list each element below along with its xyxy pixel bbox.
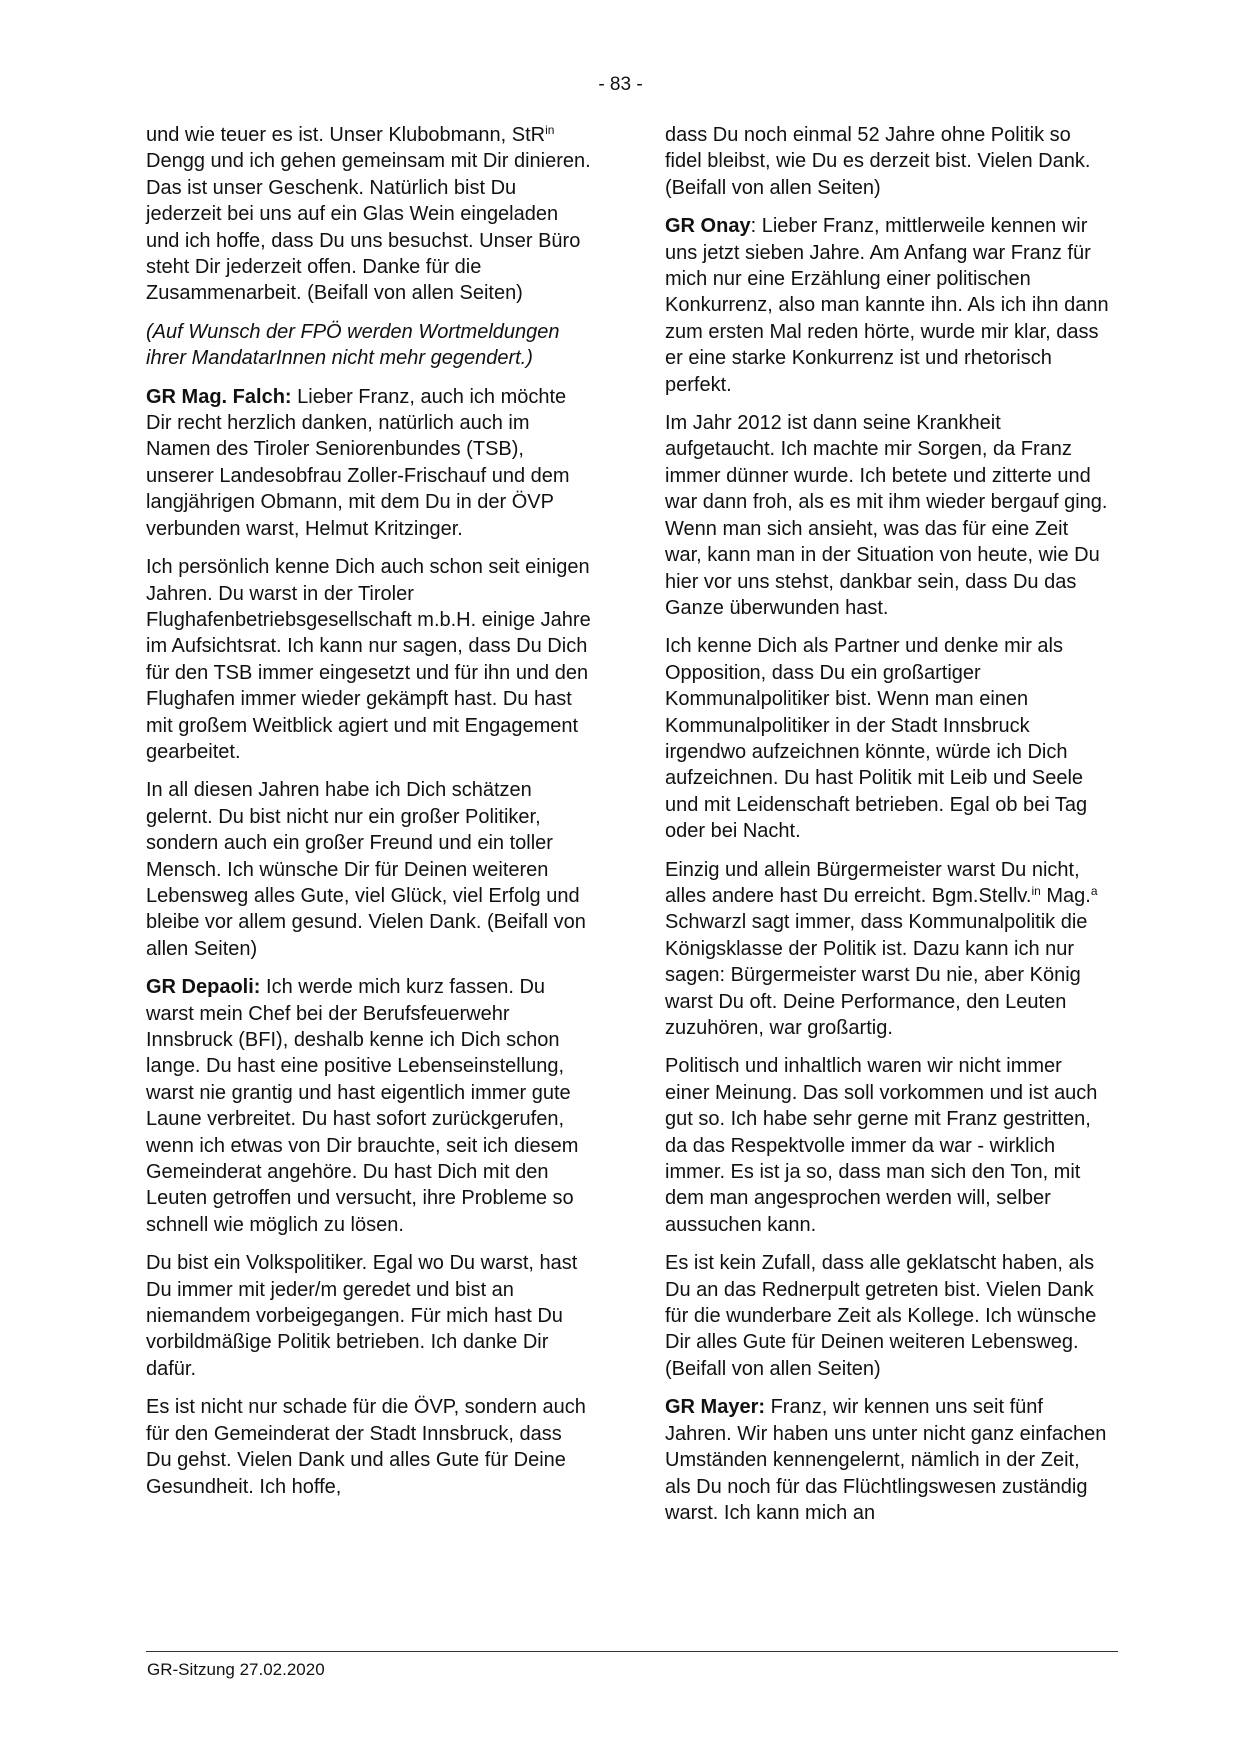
paragraph: Ich kenne Dich als Partner und denke mir als Opposition, dass Du ein großartiger Kommunalpolitiker bist. Wenn man einen Kommunalpolitiker in der Stadt Innsbruck irgendwo aufzeichnen könnte, würde ich Dich aufzeichnen. Du hast Politik mit Leib und Seele und mit Leidenschaft betrieben. Egal ob bei Tag oder bei Nacht. bbox=[665, 635, 1088, 843]
text-run: Ich werde mich kurz fassen. Du warst mein Chef bei der Berufsfeuerwehr Innsbruck (BFI), deshalb kenne ich Dich schon lange. Du hast eine positive Lebenseinstellung, warst nie grantig und hast eigentlich immer gute Laune verbreitet. Du hast sofort zurückgerufen, wenn ich etwas von Dir brauchte, seit ich diesem Gemeinderat angehöre. Du hast Dich mit den Leuten getroffen und versucht, ihre Probleme so schnell wie möglich zu lösen. bbox=[146, 976, 579, 1236]
speaker-name: GR Mayer: bbox=[665, 1396, 766, 1419]
text-run: und wie teuer es ist. Unser Klubobmann, StR bbox=[146, 124, 546, 146]
superscript: in bbox=[1031, 883, 1041, 898]
footer-session-date: GR-Sitzung 27.02.2020 bbox=[147, 1660, 325, 1679]
speaker-name: GR Onay bbox=[665, 215, 751, 238]
page-number: - 83 - bbox=[598, 74, 643, 95]
footer-divider bbox=[146, 1651, 1118, 1652]
speech-paragraph bbox=[146, 384, 591, 542]
paragraph: Es ist nicht nur schade für die ÖVP, sondern auch für den Gemeinderat der Stadt Innsbruck, dass Du gehst. Vielen Dank und alles Gute für Deine Gesundheit. Ich hoffe, bbox=[146, 1396, 586, 1498]
speaker-name: GR Mag. Falch: bbox=[146, 385, 292, 408]
text-run: Mag. bbox=[1040, 884, 1091, 907]
text-run: : Lieber Franz, mittlerweile kennen wir uns jetzt sieben Jahre. Am Anfang war Franz für mich nur eine Erzählung einer politischen Konkurrenz, also man kannte ihn. Als ich ihn dann zum ersten Mal reden hörte, wurde mir klar, dass er eine starke Konkurrenz ist und rhetorisch perfekt. bbox=[665, 215, 1109, 396]
right-column bbox=[665, 122, 1110, 1538]
paragraph bbox=[146, 122, 591, 307]
speaker-name: GR Depaoli: bbox=[146, 976, 261, 999]
paragraph: Im Jahr 2012 ist dann seine Krankheit aufgetaucht. Ich machte mir Sorgen, da Franz immer dünner wurde. Ich betete und zitterte und war dann froh, als es mit ihm wieder bergauf ging. Wenn man sich ansieht, was das für eine Zeit war, kann man in der Situation von heute, wie Du hier vor uns stehst, dankbar sein, dass Du das Ganze überwunden hast. bbox=[665, 412, 1108, 619]
text-run: Franz, wir kennen uns seit fünf Jahren. Wir haben uns unter nicht ganz einfachen Umständen kennengelernt, nämlich in der Zeit, als Du noch für das Flüchtlingswesen zuständig warst. Ich kann mich an bbox=[665, 1396, 1107, 1524]
text-run: Schwarzl sagt immer, dass Kommunalpolitik die Königsklasse der Politik ist. Dazu kann ich nur sagen: Bürgermeister warst Du nie, aber König warst Du oft. Deine Performance, den Leuten zuzuhören, war großartig. bbox=[665, 911, 1088, 1039]
paragraph: Du bist ein Volkspolitiker. Egal wo Du warst, hast Du immer mit jeder/m geredet und bist an niemandem vorbeigegangen. Für mich hast Du vorbildmäßige Politik betrieben. Ich danke Dir dafür. bbox=[146, 1252, 578, 1380]
editorial-note: (Auf Wunsch der FPÖ werden Wortmeldungen ihrer MandatarInnen nicht mehr gegendert.) bbox=[146, 320, 560, 370]
speech-paragraph bbox=[665, 1394, 1110, 1526]
paragraph: Politisch und inhaltlich waren wir nicht immer einer Meinung. Das soll vorkommen und ist auch gut so. Ich habe sehr gerne mit Franz gestritten, da das Respektvolle immer da war - wirklich immer. Es ist ja so, dass man sich den Ton, mit dem man angesprochen werden will, selber aussuchen kann. bbox=[665, 1055, 1098, 1236]
paragraph bbox=[665, 857, 1110, 1042]
paragraph: In all diesen Jahren habe ich Dich schätzen gelernt. Du bist nicht nur ein großer Politiker, sondern auch ein großer Freund und ein toller Mensch. Ich wünsche Dir für Deinen weiteren Lebensweg alles Gute, viel Glück, viel Erfolg und bleibe vor allem gesund. Vielen Dank. (Beifall von allen Seiten) bbox=[146, 779, 586, 960]
text-run: Lieber Franz, auch ich möchte Dir recht herzlich danken, natürlich auch im Namen des Tiroler Seniorenbundes (TSB), unserer Landesobfrau Zoller-Frischauf und dem langjährigen Obmann, mit dem Du in der ÖVP verbunden warst, Helmut Kritzinger. bbox=[146, 385, 570, 540]
paragraph: dass Du noch einmal 52 Jahre ohne Politik so fidel bleibst, wie Du es derzeit bist. Vielen Dank. (Beifall von allen Seiten) bbox=[665, 124, 1091, 199]
speech-paragraph bbox=[146, 974, 591, 1238]
text-run: Einzig und allein Bürgermeister warst Du nicht, alles andere hast Du erreicht. Bgm.Stellv. bbox=[665, 858, 1080, 907]
superscript: in bbox=[545, 123, 555, 137]
paragraph: Ich persönlich kenne Dich auch schon seit einigen Jahren. Du warst in der Tiroler Flughafenbetriebsgesellschaft m.b.H. einige Jahre im Aufsichtsrat. Ich kann nur sagen, dass Du Dich für den TSB immer eingesetzt und für ihn und den Flughafen immer wieder gekämpft hast. Du hast mit großem Weitblick agiert und mit Engagement gearbeitet. bbox=[146, 556, 591, 763]
speech-paragraph bbox=[665, 213, 1110, 398]
superscript: a bbox=[1090, 883, 1098, 898]
paragraph: Es ist kein Zufall, dass alle geklatscht haben, als Du an das Rednerpult getreten bist. Vielen Dank für die wunderbare Zeit als Kollege. Ich wünsche Dir alles Gute für Deinen weiteren Lebensweg. (Beifall von allen Seiten) bbox=[665, 1252, 1097, 1380]
text-run: Dengg und ich gehen gemeinsam mit Dir dinieren. Das ist unser Geschenk. Natürlich bist Du jederzeit bei uns auf ein Glas Wein eingeladen und ich hoffe, dass Du uns besuchst. Unser Büro steht Dir jederzeit offen. Danke für die Zusammenarbeit. (Beifall von allen Seiten) bbox=[146, 150, 591, 305]
left-column bbox=[146, 122, 591, 1512]
